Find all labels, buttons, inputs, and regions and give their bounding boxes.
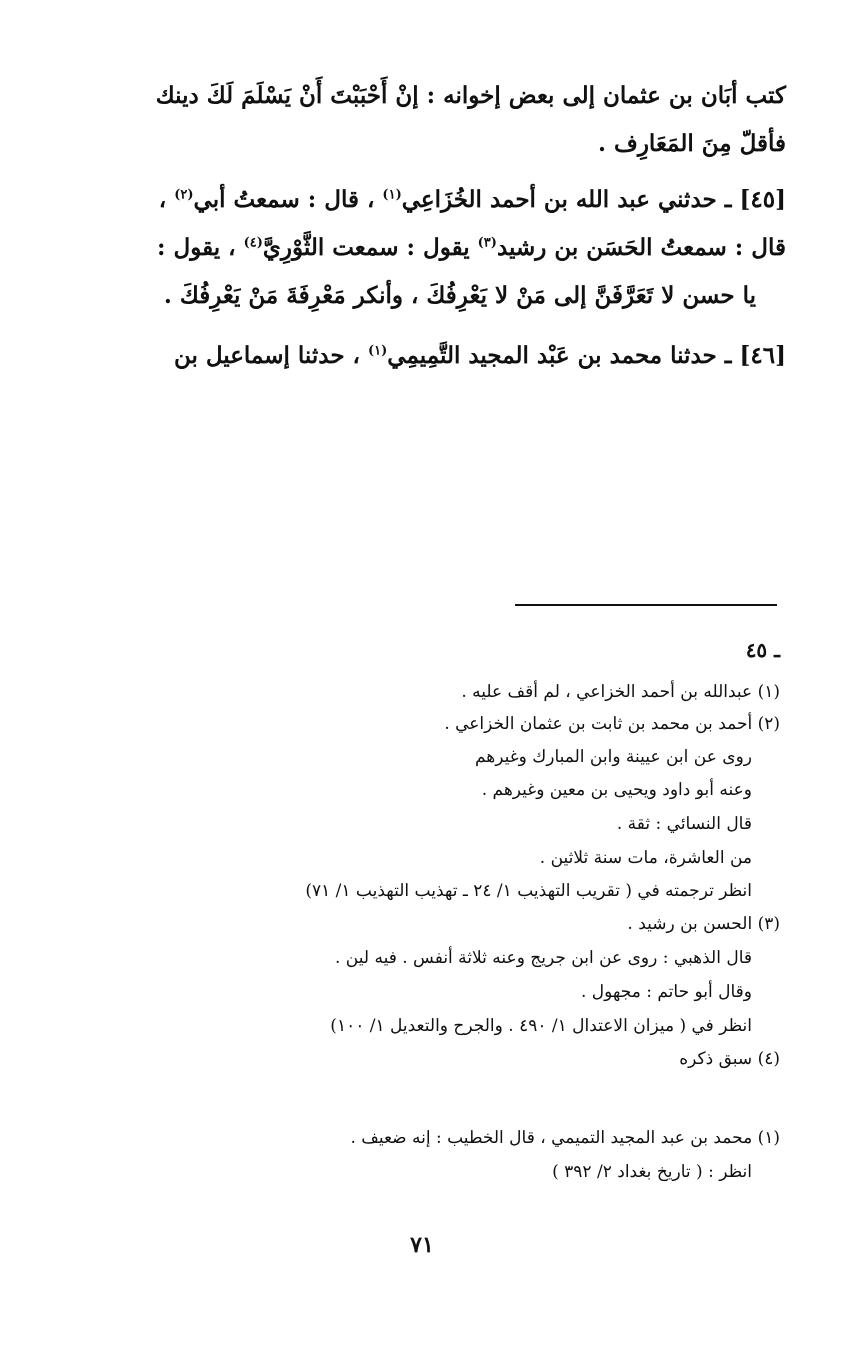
hadith-45 <box>70 176 786 272</box>
footnote-divider <box>515 604 777 606</box>
hadith-45-line2-mid: يقول : سمعت الثَّوْرِيَّ <box>262 234 470 261</box>
hadith-45-chain-mid: ، قال : سمعتُ أبي <box>193 186 375 213</box>
hadith-45-line2-end: ، يقول : <box>157 234 236 261</box>
text-line: يا حسن لا تَعَرَّفَنَّ إلى مَنْ لا يَعْرِفُكَ ، وأنكر مَعْرِفَةَ مَنْ يَعْرِفُكَ . <box>163 282 756 309</box>
footnote-line: وعنه أبو داود ويحيى بن معين وغيرهم . <box>481 780 752 800</box>
footnote-ref: (٣) <box>477 235 497 251</box>
text-line <box>70 176 786 224</box>
hadith-46-chain-end: ، حدثنا إسماعيل بن <box>173 342 360 369</box>
footnote-line: قال النسائي : ثقة . <box>616 814 752 834</box>
footnote-line: انظر : ( تاريخ بغداد ٢/ ٣٩٢ ) <box>552 1162 752 1182</box>
text-line: فأقلّ مِنَ المَعَارِف . <box>597 130 786 157</box>
hadith-45-chain-start: [٤٥] ـ حدثني عبد الله بن أحمد الخُزَاعِي <box>401 186 786 213</box>
footnote-line: (١) محمد بن عبد المجيد التميمي ، قال الخطيب : إنه ضعيف . <box>350 1128 780 1148</box>
hadith-45-line2-start: قال : سمعتُ الحَسَن بن رشيد <box>496 234 786 261</box>
footnote-line: (٤) سبق ذكره <box>679 1049 780 1069</box>
hadith-46-chain-start: [٤٦] ـ حدثنا محمد بن عَبْد المجيد التَّمِيمِي <box>387 342 786 369</box>
footnote-ref: (١) <box>382 187 402 203</box>
paragraph-aban-quote <box>70 72 786 168</box>
page-number: ٧١ <box>410 1232 434 1258</box>
text-line: كتب أبَان بن عثمان إلى بعض إخوانه : إنْ أَحْبَبْتَ أَنْ يَسْلَمَ لَكَ دينك <box>155 82 786 109</box>
footnote-ref: (٢) <box>174 187 194 203</box>
footnote-line: انظر ترجمته في ( تقريب التهذيب ١/ ٢٤ ـ تهذيب التهذيب ١/ ٧١) <box>305 881 752 901</box>
footnote-line: من العاشرة، مات سنة ثلاثين . <box>539 848 752 868</box>
footnote-heading: ـ ٤٥ <box>745 638 780 662</box>
text-line <box>70 332 786 380</box>
text-line <box>70 224 786 272</box>
footnote-ref: (٤) <box>243 235 263 251</box>
hadith-45-chain-end: ، <box>158 186 167 213</box>
footnote-line: قال الذهبي : روى عن ابن جريج وعنه ثلاثة أنفس . فيه لين . <box>335 948 752 968</box>
footnote-line: (٢) أحمد بن محمد بن ثابت بن عثمان الخزاعي . <box>444 714 780 734</box>
footnote-line: (٣) الحسن بن رشيد . <box>627 914 780 934</box>
hadith-46 <box>70 332 786 380</box>
footnote-line: وقال أبو حاتم : مجهول . <box>580 982 752 1002</box>
footnote-line: روى عن ابن عيينة وابن المبارك وغيرهم <box>474 747 752 767</box>
hadith-45-matn <box>70 272 786 320</box>
footnote-line: انظر في ( ميزان الاعتدال ١/ ٤٩٠ . والجرح والتعديل ١/ ١٠٠) <box>330 1016 752 1036</box>
footnote-ref: (١) <box>368 343 388 359</box>
footnote-line: (١) عبدالله بن أحمد الخزاعي ، لم أقف عليه . <box>461 682 780 702</box>
